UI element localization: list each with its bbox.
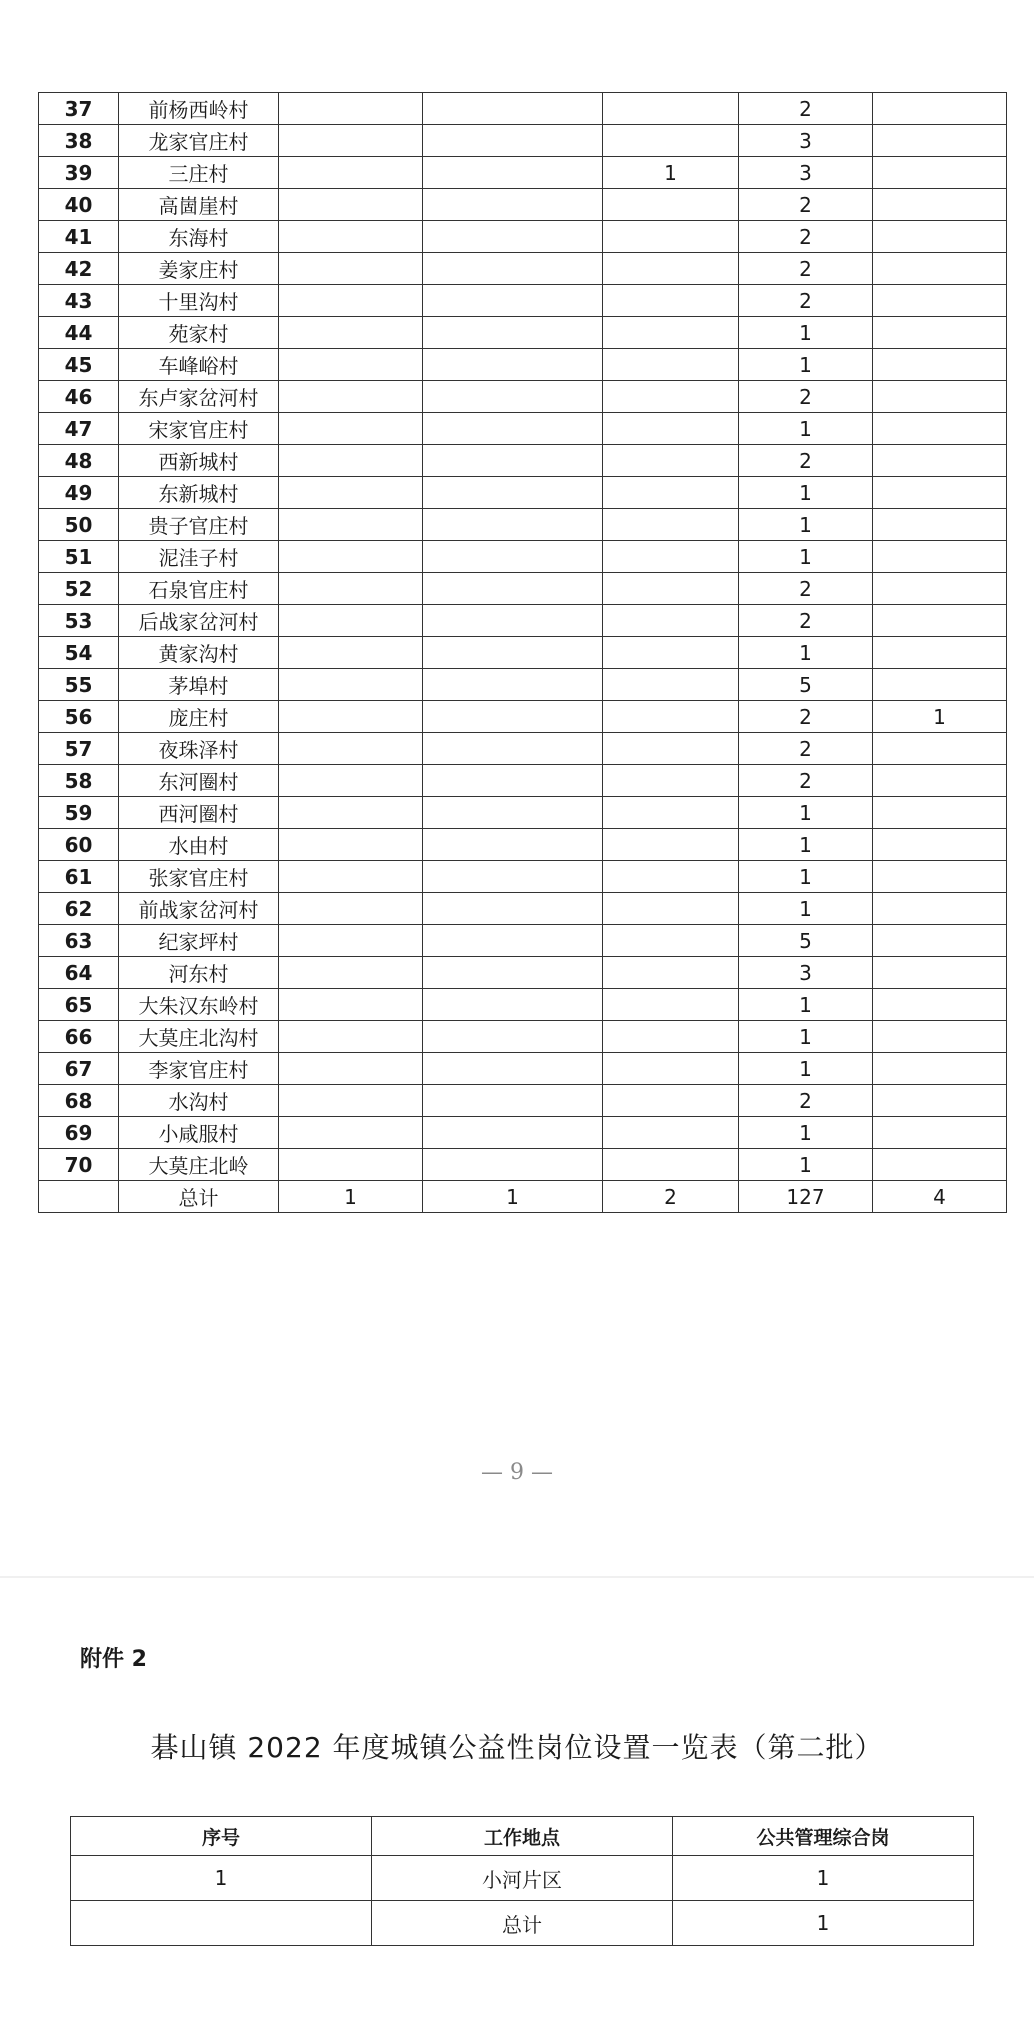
cell-col-3 xyxy=(603,925,739,957)
cell-col-2 xyxy=(423,413,603,445)
cell-col-2 xyxy=(423,669,603,701)
cell-village: 黄家沟村 xyxy=(119,637,279,669)
cell-village: 石泉官庄村 xyxy=(119,573,279,605)
cell-col-5 xyxy=(873,1117,1007,1149)
cell-total-label: 总计 xyxy=(119,1181,279,1213)
cell-col-1 xyxy=(279,957,423,989)
cell-village: 龙家官庄村 xyxy=(119,125,279,157)
cell-serial: 46 xyxy=(39,381,119,413)
cell-col-5 xyxy=(873,157,1007,189)
cell-col-1 xyxy=(279,829,423,861)
cell-village: 贵子官庄村 xyxy=(119,509,279,541)
cell-village: 大朱汉东岭村 xyxy=(119,989,279,1021)
cell-serial: 56 xyxy=(39,701,119,733)
cell-serial: 41 xyxy=(39,221,119,253)
cell-village: 苑家村 xyxy=(119,317,279,349)
cell-village: 西新城村 xyxy=(119,445,279,477)
cell-serial xyxy=(39,1181,119,1213)
table-row xyxy=(39,573,1007,605)
cell-col-2 xyxy=(423,765,603,797)
cell-col-3 xyxy=(603,1149,739,1181)
document-title: 碁山镇 2022 年度城镇公益性岗位设置一览表（第二批） xyxy=(150,1731,884,1764)
cell-village: 水沟村 xyxy=(119,1085,279,1117)
cell-col-1 xyxy=(279,221,423,253)
cell-col-2 xyxy=(423,797,603,829)
cell-village: 前战家岔河村 xyxy=(119,893,279,925)
cell-serial: 1 xyxy=(71,1856,372,1901)
table-row xyxy=(39,925,1007,957)
cell-col-5 xyxy=(873,285,1007,317)
cell-col-2 xyxy=(423,541,603,573)
cell-col-4: 1 xyxy=(739,1021,873,1053)
cell-col-4: 2 xyxy=(739,93,873,125)
table-row xyxy=(39,797,1007,829)
cell-serial: 48 xyxy=(39,445,119,477)
cell-serial: 64 xyxy=(39,957,119,989)
cell-col-5: 4 xyxy=(873,1181,1007,1213)
table-row xyxy=(39,957,1007,989)
cell-col-3 xyxy=(603,317,739,349)
cell-serial: 66 xyxy=(39,1021,119,1053)
cell-col-5 xyxy=(873,637,1007,669)
cell-col-5 xyxy=(873,1053,1007,1085)
cell-col-5 xyxy=(873,317,1007,349)
cell-col-2 xyxy=(423,861,603,893)
cell-serial: 69 xyxy=(39,1117,119,1149)
table-row xyxy=(39,349,1007,381)
cell-col-1 xyxy=(279,637,423,669)
table-row xyxy=(39,701,1007,733)
cell-village: 十里沟村 xyxy=(119,285,279,317)
cell-col-3 xyxy=(603,285,739,317)
cell-col-4: 1 xyxy=(739,637,873,669)
cell-col-4: 2 xyxy=(739,253,873,285)
cell-col-3 xyxy=(603,189,739,221)
cell-serial: 50 xyxy=(39,509,119,541)
cell-col-2 xyxy=(423,1117,603,1149)
cell-serial: 58 xyxy=(39,765,119,797)
cell-col-5 xyxy=(873,797,1007,829)
table-row xyxy=(39,829,1007,861)
cell-col-1 xyxy=(279,445,423,477)
cell-col-5 xyxy=(873,925,1007,957)
cell-col-3 xyxy=(603,509,739,541)
cell-col-5 xyxy=(873,733,1007,765)
header-position: 公共管理综合岗 xyxy=(673,1817,974,1856)
cell-col-1 xyxy=(279,381,423,413)
cell-col-3 xyxy=(603,349,739,381)
cell-col-1 xyxy=(279,573,423,605)
cell-col-3 xyxy=(603,477,739,509)
cell-village: 大莫庄北沟村 xyxy=(119,1021,279,1053)
cell-col-1 xyxy=(279,477,423,509)
table-row xyxy=(39,893,1007,925)
cell-village: 高崮崖村 xyxy=(119,189,279,221)
cell-col-4: 5 xyxy=(739,669,873,701)
cell-col-5 xyxy=(873,445,1007,477)
cell-col-3 xyxy=(603,93,739,125)
village-positions-table xyxy=(38,92,1007,1213)
table-row xyxy=(39,157,1007,189)
cell-col-1 xyxy=(279,925,423,957)
cell-col-4: 2 xyxy=(739,573,873,605)
cell-col-5 xyxy=(873,861,1007,893)
cell-col-2 xyxy=(423,1149,603,1181)
cell-col-3 xyxy=(603,253,739,285)
cell-col-1 xyxy=(279,253,423,285)
cell-col-4: 1 xyxy=(739,797,873,829)
page-separator xyxy=(0,1576,1034,1578)
table-row xyxy=(71,1856,974,1901)
cell-col-2 xyxy=(423,605,603,637)
cell-col-4: 1 xyxy=(739,317,873,349)
cell-serial: 38 xyxy=(39,125,119,157)
cell-serial: 42 xyxy=(39,253,119,285)
cell-col-4: 3 xyxy=(739,157,873,189)
cell-village: 李家官庄村 xyxy=(119,1053,279,1085)
cell-col-3: 2 xyxy=(603,1181,739,1213)
cell-col-2 xyxy=(423,509,603,541)
cell-col-4: 1 xyxy=(739,349,873,381)
table-row xyxy=(39,381,1007,413)
cell-village: 东海村 xyxy=(119,221,279,253)
cell-col-2 xyxy=(423,477,603,509)
cell-col-3 xyxy=(603,701,739,733)
cell-col-2 xyxy=(423,381,603,413)
cell-col-3 xyxy=(603,125,739,157)
cell-col-2 xyxy=(423,253,603,285)
table-row xyxy=(39,189,1007,221)
table-row xyxy=(39,413,1007,445)
cell-col-2 xyxy=(423,829,603,861)
cell-col-3 xyxy=(603,669,739,701)
cell-village: 后战家岔河村 xyxy=(119,605,279,637)
cell-col-1 xyxy=(279,93,423,125)
cell-serial: 68 xyxy=(39,1085,119,1117)
cell-col-2 xyxy=(423,989,603,1021)
cell-col-3 xyxy=(603,1053,739,1085)
cell-col-4: 2 xyxy=(739,765,873,797)
cell-col-5 xyxy=(873,93,1007,125)
cell-col-4: 1 xyxy=(739,413,873,445)
cell-serial: 40 xyxy=(39,189,119,221)
cell-col-1 xyxy=(279,157,423,189)
cell-serial: 39 xyxy=(39,157,119,189)
cell-col-3 xyxy=(603,541,739,573)
cell-col-1 xyxy=(279,125,423,157)
cell-col-2 xyxy=(423,189,603,221)
cell-village: 庞庄村 xyxy=(119,701,279,733)
cell-col-3 xyxy=(603,861,739,893)
cell-col-1 xyxy=(279,1053,423,1085)
cell-col-3 xyxy=(603,765,739,797)
cell-village: 纪家坪村 xyxy=(119,925,279,957)
cell-col-5: 1 xyxy=(873,701,1007,733)
cell-col-1 xyxy=(279,797,423,829)
cell-col-3 xyxy=(603,957,739,989)
table-row xyxy=(39,1149,1007,1181)
cell-col-5 xyxy=(873,125,1007,157)
cell-col-3: 1 xyxy=(603,157,739,189)
cell-col-4: 3 xyxy=(739,957,873,989)
table-row xyxy=(39,253,1007,285)
cell-position-count: 1 xyxy=(673,1856,974,1901)
cell-col-1 xyxy=(279,861,423,893)
cell-village: 小咸服村 xyxy=(119,1117,279,1149)
cell-col-2 xyxy=(423,285,603,317)
cell-col-3 xyxy=(603,573,739,605)
cell-serial xyxy=(71,1901,372,1946)
cell-col-2 xyxy=(423,349,603,381)
cell-col-4: 1 xyxy=(739,477,873,509)
cell-col-5 xyxy=(873,1021,1007,1053)
cell-col-1 xyxy=(279,1149,423,1181)
cell-col-5 xyxy=(873,477,1007,509)
cell-location: 小河片区 xyxy=(372,1856,673,1901)
cell-col-4: 2 xyxy=(739,285,873,317)
cell-col-5 xyxy=(873,829,1007,861)
table-row xyxy=(39,669,1007,701)
table-row xyxy=(39,605,1007,637)
cell-serial: 51 xyxy=(39,541,119,573)
cell-col-4: 1 xyxy=(739,893,873,925)
cell-col-5 xyxy=(873,765,1007,797)
cell-col-5 xyxy=(873,573,1007,605)
table-row xyxy=(39,637,1007,669)
cell-col-1: 1 xyxy=(279,1181,423,1213)
cell-total-label: 总计 xyxy=(372,1901,673,1946)
cell-col-3 xyxy=(603,1117,739,1149)
cell-col-4: 1 xyxy=(739,989,873,1021)
table-row xyxy=(39,93,1007,125)
cell-col-2 xyxy=(423,573,603,605)
cell-col-1 xyxy=(279,285,423,317)
cell-serial: 37 xyxy=(39,93,119,125)
cell-col-5 xyxy=(873,221,1007,253)
cell-col-5 xyxy=(873,989,1007,1021)
document-page-10 xyxy=(0,1580,1034,2032)
table-row xyxy=(39,541,1007,573)
cell-col-3 xyxy=(603,413,739,445)
cell-col-1 xyxy=(279,765,423,797)
total-row xyxy=(39,1181,1007,1213)
cell-serial: 54 xyxy=(39,637,119,669)
cell-col-3 xyxy=(603,637,739,669)
cell-col-3 xyxy=(603,381,739,413)
cell-col-2 xyxy=(423,221,603,253)
table-row xyxy=(39,221,1007,253)
cell-col-5 xyxy=(873,669,1007,701)
table-row xyxy=(39,861,1007,893)
cell-col-3 xyxy=(603,605,739,637)
cell-col-3 xyxy=(603,989,739,1021)
cell-col-1 xyxy=(279,189,423,221)
cell-col-2: 1 xyxy=(423,1181,603,1213)
table-row xyxy=(39,765,1007,797)
table-row xyxy=(39,989,1007,1021)
header-location: 工作地点 xyxy=(372,1817,673,1856)
cell-col-4: 2 xyxy=(739,733,873,765)
cell-col-1 xyxy=(279,413,423,445)
header-serial: 序号 xyxy=(71,1817,372,1856)
cell-col-4: 1 xyxy=(739,1117,873,1149)
cell-village: 张家官庄村 xyxy=(119,861,279,893)
cell-village: 水由村 xyxy=(119,829,279,861)
attachment-label: 附件 2 xyxy=(80,1647,147,1672)
cell-serial: 44 xyxy=(39,317,119,349)
cell-col-1 xyxy=(279,1117,423,1149)
cell-village: 东河圈村 xyxy=(119,765,279,797)
total-row xyxy=(71,1901,974,1946)
cell-col-5 xyxy=(873,1085,1007,1117)
cell-col-2 xyxy=(423,157,603,189)
cell-serial: 45 xyxy=(39,349,119,381)
cell-village: 夜珠泽村 xyxy=(119,733,279,765)
cell-serial: 70 xyxy=(39,1149,119,1181)
cell-col-4: 1 xyxy=(739,541,873,573)
cell-serial: 61 xyxy=(39,861,119,893)
cell-col-5 xyxy=(873,541,1007,573)
cell-col-4: 1 xyxy=(739,1149,873,1181)
cell-col-2 xyxy=(423,1021,603,1053)
cell-col-3 xyxy=(603,797,739,829)
cell-col-1 xyxy=(279,1021,423,1053)
cell-serial: 53 xyxy=(39,605,119,637)
cell-col-3 xyxy=(603,1021,739,1053)
cell-col-5 xyxy=(873,1149,1007,1181)
cell-col-1 xyxy=(279,509,423,541)
cell-serial: 43 xyxy=(39,285,119,317)
cell-col-1 xyxy=(279,893,423,925)
cell-serial: 62 xyxy=(39,893,119,925)
cell-village: 东卢家岔河村 xyxy=(119,381,279,413)
table-row xyxy=(39,285,1007,317)
cell-col-4: 2 xyxy=(739,701,873,733)
table-row xyxy=(39,1117,1007,1149)
cell-col-5 xyxy=(873,349,1007,381)
cell-col-4: 2 xyxy=(739,1085,873,1117)
table-row xyxy=(39,733,1007,765)
cell-village: 宋家官庄村 xyxy=(119,413,279,445)
cell-col-2 xyxy=(423,445,603,477)
cell-village: 东新城村 xyxy=(119,477,279,509)
table-header-row xyxy=(71,1817,974,1856)
cell-col-4: 1 xyxy=(739,861,873,893)
cell-serial: 63 xyxy=(39,925,119,957)
cell-col-1 xyxy=(279,317,423,349)
cell-col-1 xyxy=(279,1085,423,1117)
cell-col-2 xyxy=(423,125,603,157)
cell-col-2 xyxy=(423,957,603,989)
cell-col-2 xyxy=(423,893,603,925)
cell-serial: 52 xyxy=(39,573,119,605)
cell-col-4: 1 xyxy=(739,1053,873,1085)
cell-village: 茅埠村 xyxy=(119,669,279,701)
second-batch-table xyxy=(70,1816,974,1946)
cell-col-2 xyxy=(423,701,603,733)
cell-col-2 xyxy=(423,1085,603,1117)
table-row xyxy=(39,125,1007,157)
cell-col-4: 127 xyxy=(739,1181,873,1213)
table-row xyxy=(39,509,1007,541)
table-row xyxy=(39,1021,1007,1053)
cell-village: 西河圈村 xyxy=(119,797,279,829)
cell-serial: 60 xyxy=(39,829,119,861)
cell-col-4: 2 xyxy=(739,605,873,637)
cell-col-3 xyxy=(603,733,739,765)
cell-col-1 xyxy=(279,349,423,381)
cell-serial: 57 xyxy=(39,733,119,765)
cell-col-3 xyxy=(603,445,739,477)
table-row xyxy=(39,477,1007,509)
cell-col-3 xyxy=(603,829,739,861)
cell-village: 泥洼子村 xyxy=(119,541,279,573)
cell-col-4: 3 xyxy=(739,125,873,157)
cell-village: 大莫庄北岭 xyxy=(119,1149,279,1181)
cell-village: 河东村 xyxy=(119,957,279,989)
cell-col-3 xyxy=(603,1085,739,1117)
cell-col-1 xyxy=(279,701,423,733)
cell-col-2 xyxy=(423,93,603,125)
cell-col-1 xyxy=(279,669,423,701)
cell-col-2 xyxy=(423,733,603,765)
cell-col-4: 1 xyxy=(739,829,873,861)
cell-col-3 xyxy=(603,893,739,925)
cell-col-5 xyxy=(873,381,1007,413)
cell-col-1 xyxy=(279,541,423,573)
cell-col-5 xyxy=(873,605,1007,637)
table-row xyxy=(39,1053,1007,1085)
cell-serial: 49 xyxy=(39,477,119,509)
cell-col-5 xyxy=(873,893,1007,925)
table-row xyxy=(39,445,1007,477)
cell-col-5 xyxy=(873,189,1007,221)
cell-col-2 xyxy=(423,637,603,669)
cell-village: 姜家庄村 xyxy=(119,253,279,285)
cell-village: 三庄村 xyxy=(119,157,279,189)
cell-village: 车峰峪村 xyxy=(119,349,279,381)
cell-serial: 47 xyxy=(39,413,119,445)
cell-serial: 67 xyxy=(39,1053,119,1085)
cell-village: 前杨西岭村 xyxy=(119,93,279,125)
cell-col-4: 2 xyxy=(739,221,873,253)
cell-col-4: 2 xyxy=(739,189,873,221)
cell-col-4: 5 xyxy=(739,925,873,957)
cell-col-4: 2 xyxy=(739,381,873,413)
cell-serial: 65 xyxy=(39,989,119,1021)
cell-col-5 xyxy=(873,413,1007,445)
cell-col-5 xyxy=(873,253,1007,285)
cell-total-count: 1 xyxy=(673,1901,974,1946)
cell-col-4: 1 xyxy=(739,509,873,541)
cell-col-5 xyxy=(873,509,1007,541)
cell-col-3 xyxy=(603,221,739,253)
table-row xyxy=(39,317,1007,349)
cell-col-1 xyxy=(279,989,423,1021)
cell-col-1 xyxy=(279,605,423,637)
table-row xyxy=(39,1085,1007,1117)
cell-serial: 59 xyxy=(39,797,119,829)
cell-col-2 xyxy=(423,317,603,349)
cell-col-2 xyxy=(423,1053,603,1085)
page-number: — 9 — xyxy=(481,1460,553,1485)
cell-col-1 xyxy=(279,733,423,765)
cell-col-5 xyxy=(873,957,1007,989)
cell-col-2 xyxy=(423,925,603,957)
cell-serial: 55 xyxy=(39,669,119,701)
cell-col-4: 2 xyxy=(739,445,873,477)
